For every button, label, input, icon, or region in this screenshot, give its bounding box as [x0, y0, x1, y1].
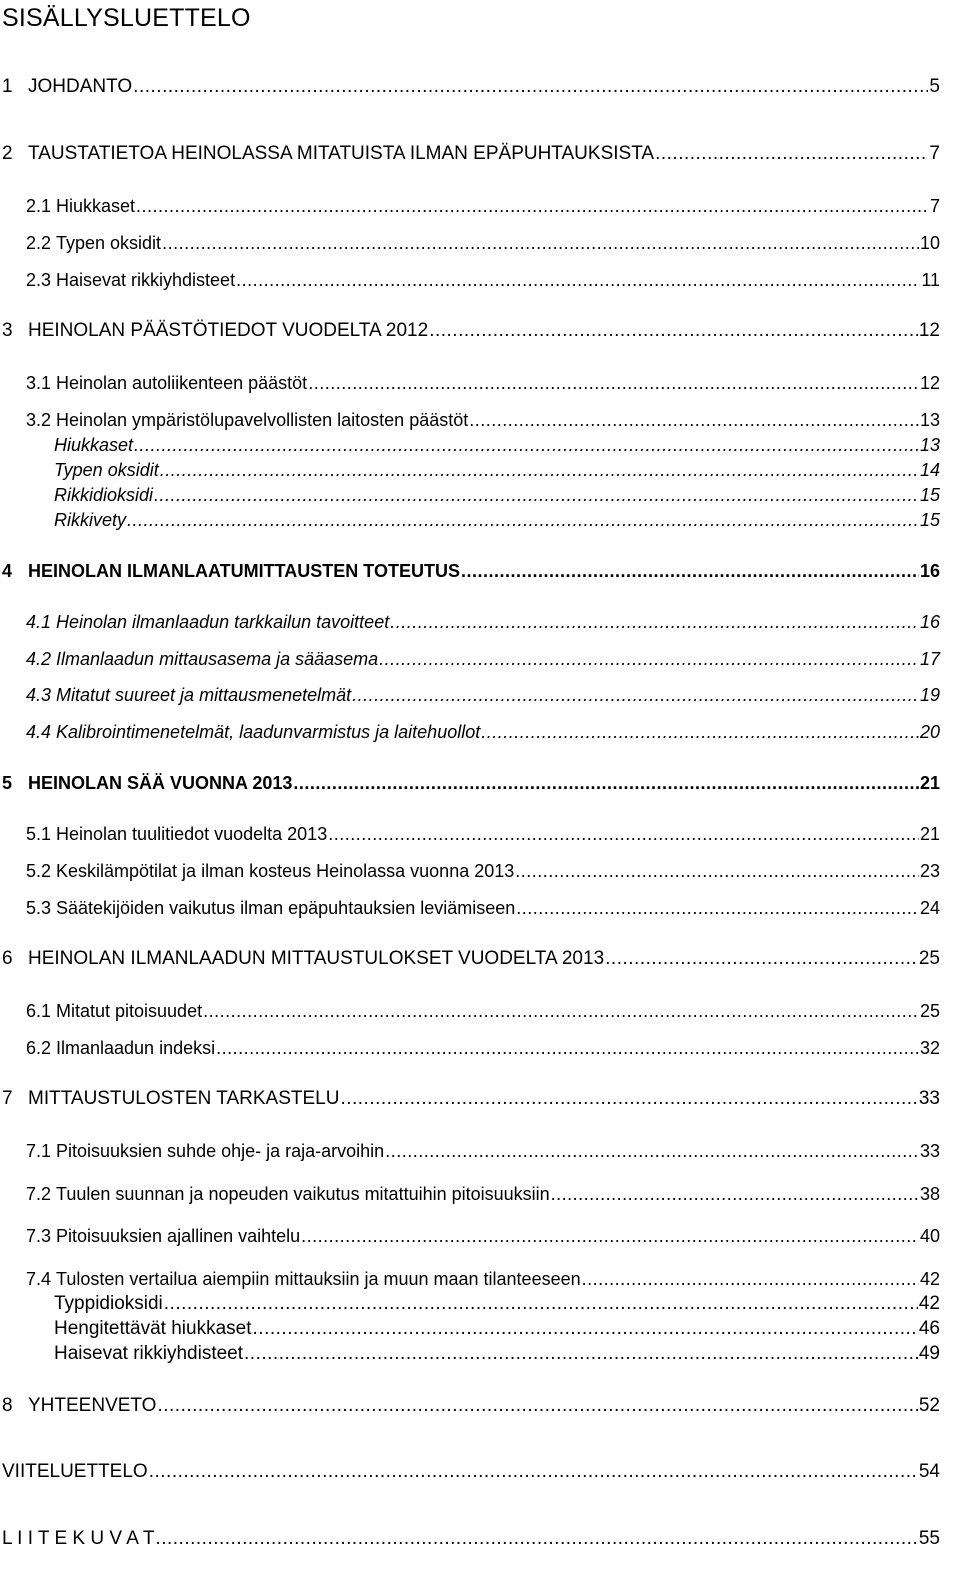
toc-entry-page: 10	[919, 233, 940, 253]
toc-dot-leader	[301, 1225, 919, 1247]
toc-entry-title: HEINOLAN ILMANLAATUMITTAUSTEN TOTEUTUS	[28, 561, 460, 581]
toc-entry-title: Typen oksidit	[54, 460, 159, 480]
toc-entry-number: 4.1	[26, 612, 52, 632]
toc-entry-page: 15	[919, 485, 940, 505]
toc-entry[interactable]	[26, 721, 940, 743]
toc-entry-title: Typpidioksidi	[54, 1293, 163, 1314]
toc-dot-leader	[203, 1000, 919, 1022]
toc-entry-title: MITTAUSTULOSTEN TARKASTELU	[28, 1088, 340, 1109]
toc-entry-title: Haisevat rikkiyhdisteet	[54, 1343, 244, 1364]
toc-dot-leader	[429, 320, 918, 342]
toc-dot-leader	[157, 1395, 917, 1417]
toc-entry[interactable]	[2, 948, 940, 970]
toc-entry-page: 46	[918, 1318, 940, 1339]
toc-dot-leader	[164, 1293, 918, 1315]
toc-entry-title: Säätekijöiden vaikutus ilman epäpuhtauksien leviämiseen	[56, 898, 516, 918]
toc-dot-leader	[515, 860, 919, 882]
toc-entry-number: 7.3	[26, 1226, 52, 1246]
toc-entry[interactable]	[26, 269, 940, 291]
toc-entry[interactable]	[54, 509, 940, 531]
toc-entry[interactable]	[54, 1293, 940, 1315]
toc-entry-page: 54	[918, 1461, 940, 1482]
toc-entry-number: 2.2	[26, 233, 52, 253]
toc-dot-leader	[516, 897, 919, 919]
toc-entry-page: 21	[919, 824, 940, 844]
toc-dot-leader	[216, 1037, 919, 1059]
toc-entry-page: 14	[919, 460, 940, 480]
toc-entry-page: 42	[918, 1293, 940, 1314]
toc-entry-page: 13	[919, 435, 940, 455]
toc-entry-number: 7	[2, 1088, 13, 1109]
toc-entry[interactable]	[26, 684, 940, 706]
toc-entry-number: 7.4	[26, 1269, 52, 1289]
toc-entry[interactable]	[2, 560, 940, 582]
toc-entry-page: 21	[919, 773, 940, 793]
toc-entry-number: 3	[2, 320, 13, 341]
toc-dot-leader	[155, 1528, 917, 1550]
toc-entry-number: 3.1	[26, 373, 52, 393]
toc-entry-title: L I I T E K U V A T	[2, 1528, 155, 1549]
toc-entry-title: Heinolan tuulitiedot vuodelta 2013	[56, 824, 328, 844]
toc-entry[interactable]	[26, 409, 940, 431]
toc-dot-leader	[127, 509, 919, 531]
toc-entry-title: Mitatut suureet ja mittausmenetelmät	[56, 685, 352, 705]
toc-dot-leader	[160, 459, 919, 481]
toc-entry-title: HEINOLAN ILMANLAADUN MITTAUSTULOKSET VUODELTA 2013	[28, 948, 605, 969]
toc-entry-page: 32	[919, 1038, 940, 1058]
toc-entry[interactable]	[26, 860, 940, 882]
toc-entry-number: 1	[2, 76, 13, 97]
toc-entry[interactable]	[26, 648, 940, 670]
toc-entry-page: 17	[919, 649, 940, 669]
toc-dot-leader	[136, 195, 929, 217]
toc-entry[interactable]	[26, 1000, 940, 1022]
toc-entry[interactable]	[26, 372, 940, 394]
toc-entry[interactable]	[2, 143, 940, 165]
toc-dot-leader	[469, 409, 919, 431]
toc-entry-page: 49	[918, 1343, 940, 1364]
toc-dot-leader	[162, 232, 919, 254]
toc-dot-leader	[328, 823, 919, 845]
toc-entry-title: Hiukkaset	[54, 435, 134, 455]
toc-entry[interactable]	[54, 1343, 940, 1365]
toc-entry-page: 38	[919, 1184, 940, 1204]
toc-entry[interactable]	[2, 1461, 940, 1483]
toc-entry-title: TAUSTATIETOA HEINOLASSA MITATUISTA ILMAN EPÄPUHTAUKSISTA	[28, 143, 655, 164]
toc-entry-number: 8	[2, 1395, 13, 1416]
toc-entry[interactable]	[54, 434, 940, 456]
toc-entry-title: Tuulen suunnan ja nopeuden vaikutus mitattuihin pitoisuuksiin	[56, 1184, 550, 1204]
toc-entry[interactable]	[26, 823, 940, 845]
toc-entry-page: 23	[919, 861, 940, 881]
toc-dot-leader	[352, 684, 919, 706]
toc-entry[interactable]	[54, 459, 940, 481]
toc-dot-leader	[253, 1318, 918, 1340]
toc-entry[interactable]	[26, 1225, 940, 1247]
toc-entry-number: 4.2	[26, 649, 52, 669]
page-title: SISÄLLYSLUETTELO	[2, 4, 251, 32]
toc-entry-page: 55	[918, 1528, 940, 1549]
toc-entry-page: 24	[919, 898, 940, 918]
toc-entry[interactable]	[54, 484, 940, 506]
toc-entry-title: YHTEENVETO	[28, 1395, 157, 1416]
toc-dot-leader	[390, 611, 919, 633]
toc-entry-page: 12	[919, 373, 940, 393]
toc-entry[interactable]	[54, 1318, 940, 1340]
toc-entry-page: 7	[929, 143, 940, 164]
toc-entry-page: 15	[919, 510, 940, 530]
toc-entry-title: Ilmanlaadun mittausasema ja sääasema	[56, 649, 379, 669]
toc-entry-title: JOHDANTO	[28, 76, 133, 97]
toc-dot-leader	[551, 1183, 919, 1205]
toc-entry-number: 2.3	[26, 270, 52, 290]
toc-entry[interactable]	[26, 1183, 940, 1205]
toc-dot-leader	[308, 372, 919, 394]
toc-entry-number: 7.1	[26, 1141, 52, 1161]
toc-entry[interactable]	[26, 611, 940, 633]
toc-entry-number: 4	[2, 561, 13, 581]
toc-entry[interactable]	[26, 897, 940, 919]
toc-entry-title: Typen oksidit	[56, 233, 162, 253]
toc-entry-page: 19	[919, 685, 940, 705]
toc-entry-title: VIITELUETTELO	[2, 1461, 148, 1482]
toc-dot-leader	[582, 1268, 919, 1290]
toc-dot-leader	[154, 484, 919, 506]
toc-entry-title: Heinolan ympäristölupavelvollisten laitosten päästöt	[56, 410, 469, 430]
toc-entry-page: 42	[919, 1269, 940, 1289]
toc-dot-leader	[340, 1088, 917, 1110]
toc-dot-leader	[605, 948, 918, 970]
toc-entry[interactable]	[26, 1268, 940, 1290]
toc-dot-leader	[134, 434, 919, 456]
toc-entry-page: 13	[919, 410, 940, 430]
toc-entry-title: Tulosten vertailua aiempiin mittauksiin ja muun maan tilanteeseen	[56, 1269, 581, 1289]
toc-entry-number: 5.3	[26, 898, 52, 918]
toc-dot-leader	[461, 560, 919, 582]
toc-entry-title: Mitatut pitoisuudet	[56, 1001, 203, 1021]
toc-dot-leader	[481, 721, 919, 743]
toc-entry-number: 5.2	[26, 861, 52, 881]
toc-entry-page: 33	[918, 1088, 940, 1109]
toc-entry-title: Pitoisuuksien ajallinen vaihtelu	[56, 1226, 301, 1246]
toc-entry-number: 7.2	[26, 1184, 52, 1204]
toc-entry[interactable]	[26, 1140, 940, 1162]
toc-entry-title: Ilmanlaadun indeksi	[56, 1038, 216, 1058]
toc-entry-title: Keskilämpötilat ja ilman kosteus Heinolassa vuonna 2013	[56, 861, 515, 881]
toc-entry[interactable]	[2, 1528, 940, 1550]
toc-entry-number: 6.2	[26, 1038, 52, 1058]
toc-entry-title: HEINOLAN SÄÄ VUONNA 2013	[28, 773, 293, 793]
toc-entry-number: 5	[2, 773, 13, 793]
toc-dot-leader	[385, 1140, 919, 1162]
toc-dot-leader	[149, 1461, 918, 1483]
toc-entry[interactable]	[26, 1037, 940, 1059]
toc-dot-leader	[293, 772, 919, 794]
toc-entry-number: 5.1	[26, 824, 52, 844]
toc-dot-leader	[379, 648, 919, 670]
toc-entry-page: 16	[919, 561, 940, 581]
toc-entry-title: Haisevat rikkiyhdisteet	[56, 270, 236, 290]
toc-entry-number: 3.2	[26, 410, 52, 430]
toc-entry-title: HEINOLAN PÄÄSTÖTIEDOT VUODELTA 2012	[28, 320, 429, 341]
toc-entry-page: 40	[919, 1226, 940, 1246]
toc-dot-leader	[236, 269, 920, 291]
toc-entry-page: 33	[919, 1141, 940, 1161]
toc-entry[interactable]	[2, 1088, 940, 1110]
toc-entry-page: 25	[918, 948, 940, 969]
toc-entry-title: Hiukkaset	[56, 196, 136, 216]
toc-dot-leader	[133, 76, 928, 98]
toc-entry[interactable]	[2, 320, 940, 342]
toc-entry-title: Rikkivety	[54, 510, 127, 530]
toc-entry-number: 6.1	[26, 1001, 52, 1021]
toc-entry-title: Hengitettävät hiukkaset	[54, 1318, 252, 1339]
toc-entry[interactable]	[26, 195, 940, 217]
toc-dot-leader	[655, 143, 928, 165]
toc-entry-title: Heinolan ilmanlaadun tarkkailun tavoitteet	[56, 612, 390, 632]
toc-entry-title: Kalibrointimenetelmät, laadunvarmistus ja laitehuollot	[56, 722, 481, 742]
toc-entry-title: Rikkidioksidi	[54, 485, 154, 505]
toc-entry[interactable]	[26, 232, 940, 254]
toc-entry-page: 12	[918, 320, 940, 341]
toc-entry-title: Heinolan autoliikenteen päästöt	[56, 373, 308, 393]
toc-entry-number: 4.3	[26, 685, 52, 705]
toc-entry[interactable]	[2, 76, 940, 98]
toc-entry-page: 16	[919, 612, 940, 632]
toc-entry-page: 7	[929, 196, 940, 216]
toc-entry-page: 52	[918, 1395, 940, 1416]
toc-entry-number: 6	[2, 948, 13, 969]
toc-entry-title: Pitoisuuksien suhde ohje- ja raja-arvoihin	[56, 1141, 385, 1161]
toc-entry-page: 20	[919, 722, 940, 742]
toc-entry-number: 2.1	[26, 196, 52, 216]
toc-dot-leader	[244, 1343, 918, 1365]
toc-entry-number: 2	[2, 143, 13, 164]
toc-entry-page: 5	[929, 76, 940, 97]
toc-entry-page: 25	[919, 1001, 940, 1021]
toc-entry[interactable]	[2, 772, 940, 794]
toc-entry[interactable]	[2, 1395, 940, 1417]
toc-entry-number: 4.4	[26, 722, 52, 742]
toc-entry-page: 11	[921, 270, 940, 290]
